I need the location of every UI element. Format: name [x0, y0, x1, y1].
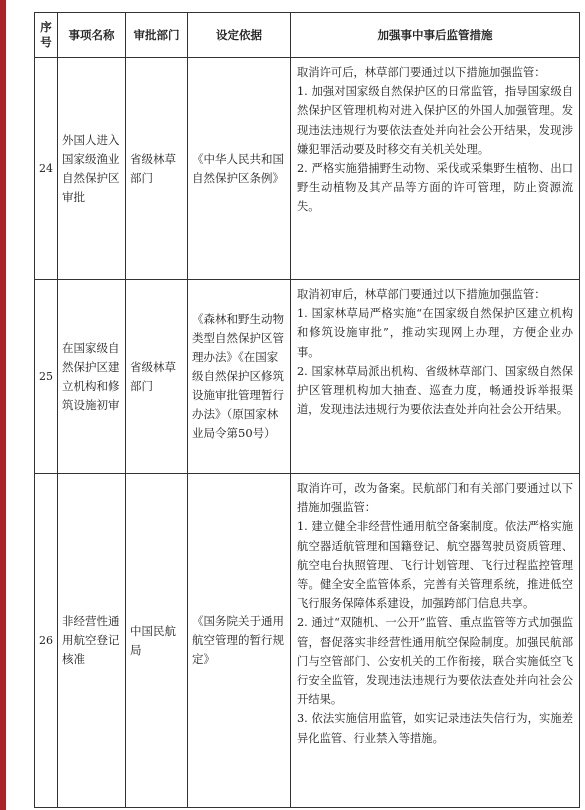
- regulation-table: [34, 12, 580, 808]
- measure-paragraph: 2. 严格实施猎捕野生动物、采伐或采集野生植物、出口野生动植物及其产品等方面的许可管理，防止资源流失。: [297, 162, 573, 214]
- table-row: [35, 474, 580, 808]
- row-basis: 《国务院关于通用航空管理的暂行规定》: [188, 474, 291, 808]
- measure-paragraph: 2. 国家林草局派出机构、省级林草部门、国家级自然保护区管理机构加大抽查、巡查力度，畅通投诉举报渠道，发现违法违规行为要依法查处并向社会公开结果。: [297, 364, 573, 417]
- row-no: 26: [35, 474, 58, 808]
- row-item-name: 在国家级自然保护区建立机构和修筑设施初审: [58, 280, 126, 474]
- measure-paragraph: 3. 依法实施信用监管，如实记录违法失信行为，实施差异化监管、行业禁入等措施。: [297, 712, 573, 745]
- header-no: 序号: [35, 13, 58, 58]
- table-row: [35, 58, 580, 280]
- measure-paragraph: 取消许可后，林草部门要通过以下措施加强监管：: [297, 66, 546, 79]
- header-basis: 设定依据: [188, 13, 291, 58]
- row-dept: 省级林草部门: [126, 280, 188, 474]
- row-measures: [291, 474, 580, 808]
- row-item-name: 非经营性通用航空登记核准: [58, 474, 126, 808]
- header-name: 事项名称: [58, 13, 126, 58]
- row-no: 24: [35, 58, 58, 280]
- row-measures: [291, 58, 580, 280]
- header-dept: 审批部门: [126, 13, 188, 58]
- table-row: [35, 280, 580, 474]
- row-dept: 省级林草部门: [126, 58, 188, 280]
- table-header-row: [35, 13, 580, 58]
- row-basis: 《森林和野生动物类型自然保护区管理办法》《在国家级自然保护区修筑设施审批管理暂行办法》（原国家林业局令第50号）: [188, 280, 291, 474]
- measure-paragraph: 取消初审后，林草部门要通过以下措施加强监管：: [297, 288, 546, 301]
- measure-paragraph: 2. 通过“双随机、一公开”监管、重点监管等方式加强监管，督促落实非经营性通用航空保险制度。加强民航部门与空管部门、公安机关的工作衔接，联合实施低空飞行安全监管，发现违法违规行为要依法查处并向社会公开结果。: [297, 616, 573, 707]
- row-dept: 中国民航局: [126, 474, 188, 808]
- row-basis: 《中华人民共和国自然保护区条例》: [188, 58, 291, 280]
- measure-paragraph: 1. 建立健全非经营性通用航空备案制度。依法严格实施航空器适航管理和国籍登记、航空器驾驶员资质管理、航空电台执照管理、飞行计划管理、飞行过程监控管理等。健全安全监管体系，完善有关管理系统，推进低空飞行服务保障体系建设，加强跨部门信息共享。: [297, 520, 573, 611]
- left-accent-bar: [0, 0, 6, 810]
- measure-paragraph: 取消许可，改为备案。民航部门和有关部门要通过以下措施加强监管：: [297, 482, 573, 515]
- row-measures: [291, 280, 580, 474]
- measure-paragraph: 1. 加强对国家级自然保护区的日常监管，指导国家级自然保护区管理机构对进入保护区的外国人加强管理。发现违法违规行为要依法查处并向社会公开结果，发现涉嫌犯罪活动要及时移交有关机关处理。: [297, 85, 573, 156]
- measure-paragraph: 1. 国家林草局严格实施“在国家级自然保护区建立机构和修筑设施审批”，推动实现网上办理，方便企业办事。: [297, 307, 573, 359]
- header-measures: 加强事中事后监管措施: [291, 13, 580, 58]
- row-item-name: 外国人进入国家级渔业自然保护区审批: [58, 58, 126, 280]
- row-no: 25: [35, 280, 58, 474]
